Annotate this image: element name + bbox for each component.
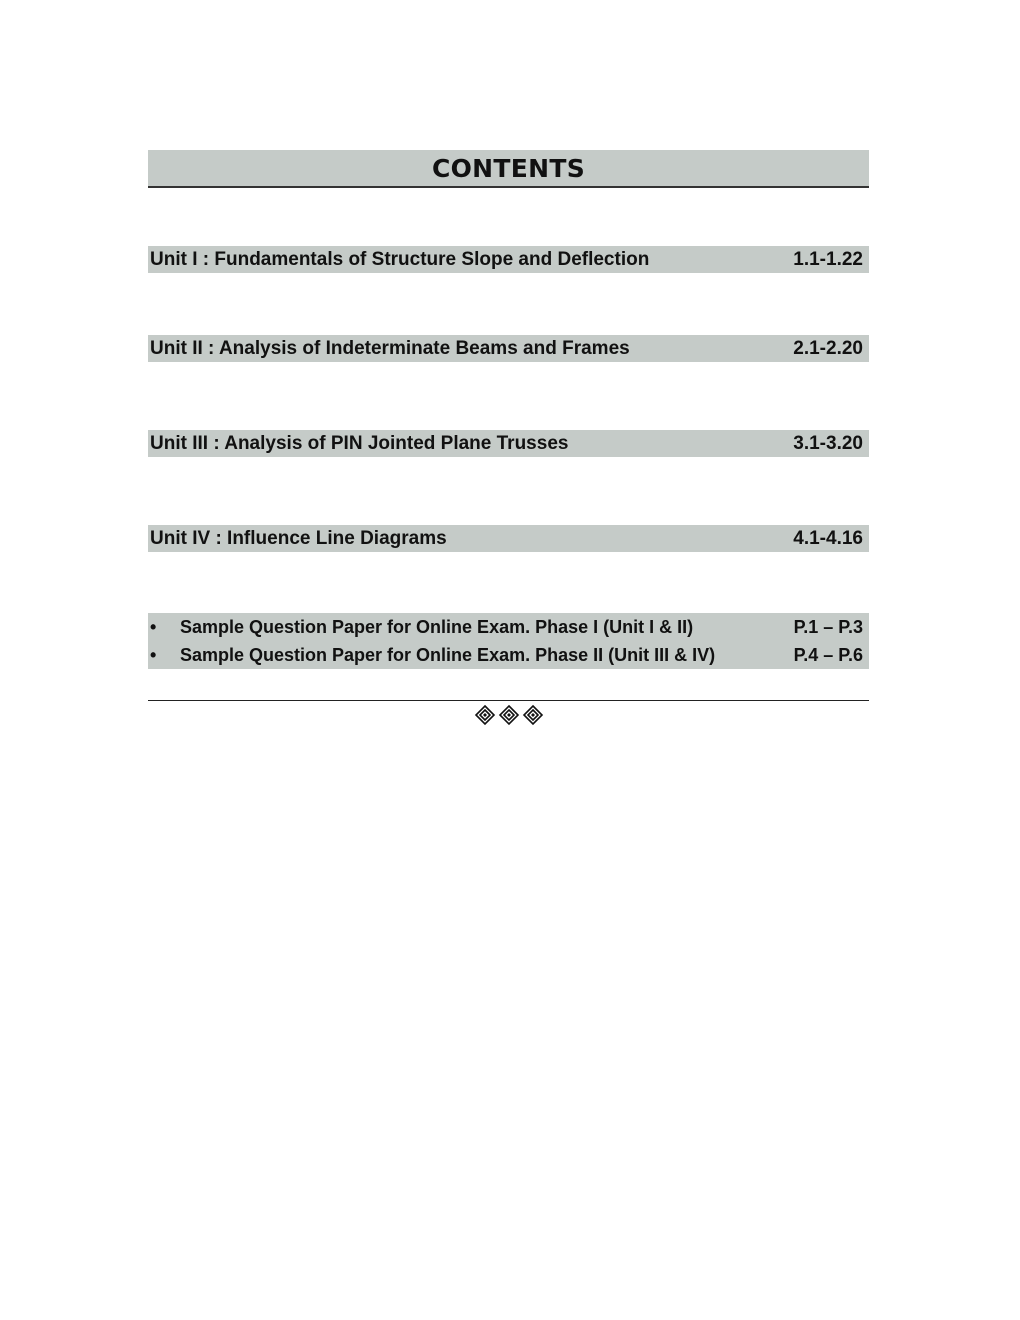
- bullet-icon: •: [150, 617, 157, 637]
- toc-entry-pages: 1.1-1.22: [793, 248, 863, 270]
- contents-page: [148, 150, 869, 665]
- toc-entry-label: Unit IV : Influence Line Diagrams: [150, 527, 447, 549]
- sample-papers-block: [148, 613, 869, 669]
- toc-entry-pages: P.4 – P.6: [793, 644, 863, 665]
- divider: [148, 700, 869, 701]
- toc-entry-pages: 3.1-3.20: [793, 432, 863, 454]
- toc-entry-pages: 2.1-2.20: [793, 337, 863, 359]
- toc-entry-unit-2: [148, 335, 869, 362]
- toc-entry-unit-3: [148, 430, 869, 457]
- toc-entry-sample-paper-2: [148, 641, 869, 669]
- toc-entry-pages: P.1 – P.3: [793, 616, 863, 637]
- toc-entry-label: Unit III : Analysis of PIN Jointed Plane Trusses: [150, 432, 569, 454]
- page-title: CONTENTS: [431, 153, 586, 183]
- toc-entry-label: Sample Question Paper for Online Exam. Phase I (Unit I & II): [180, 616, 694, 637]
- toc-entry-unit-4: [148, 525, 869, 552]
- contents-header-bar: [148, 150, 869, 188]
- toc-entry-pages: 4.1-4.16: [793, 527, 863, 549]
- toc-entry-label: Unit II : Analysis of Indeterminate Beams and Frames: [150, 337, 630, 359]
- toc-entry-unit-1: [148, 246, 869, 273]
- toc-entry-label: Sample Question Paper for Online Exam. Phase II (Unit III & IV): [180, 644, 716, 665]
- toc-entry-sample-paper-1: [148, 613, 869, 641]
- toc-entry-label: Unit I : Fundamentals of Structure Slope and Deflection: [150, 248, 650, 270]
- bullet-icon: •: [150, 645, 157, 665]
- triple-diamond-ornament-icon: [474, 704, 544, 726]
